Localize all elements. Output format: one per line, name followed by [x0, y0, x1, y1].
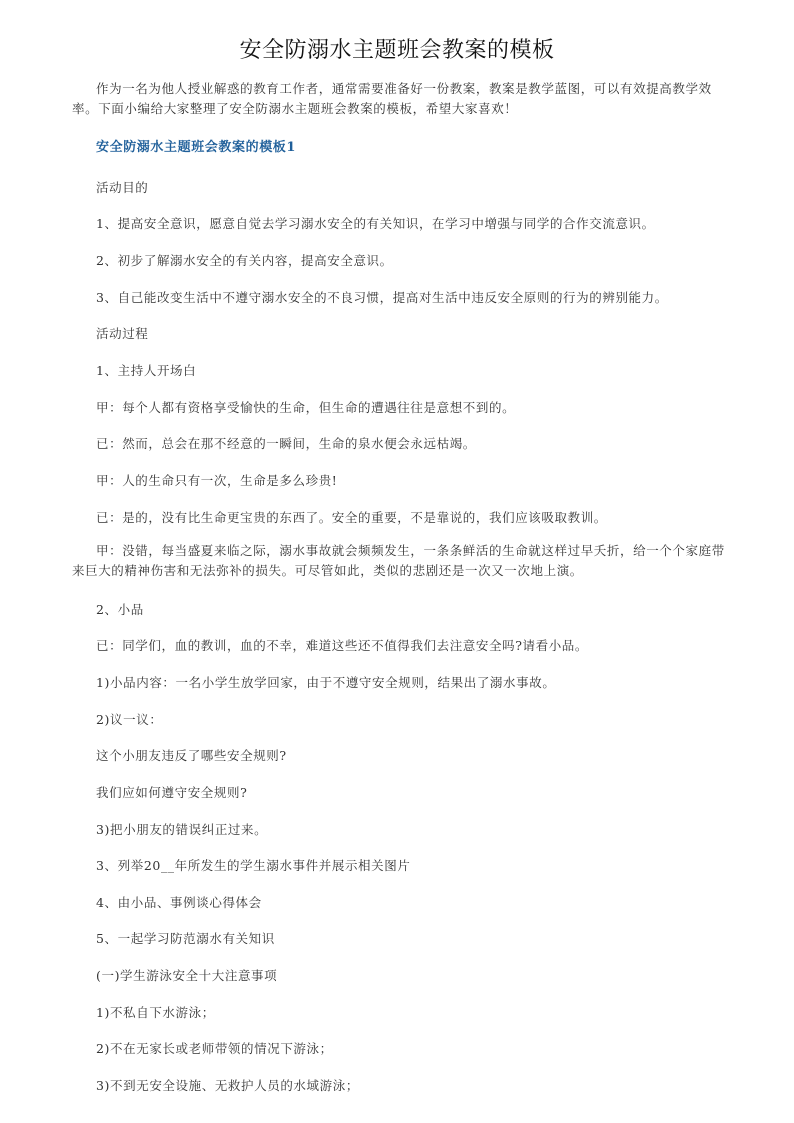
goal-item-2: 2、初步了解溺水安全的有关内容，提高安全意识。 [96, 253, 393, 268]
process-step-3: 3、列举20__年所发生的学生溺水事件并展示相关图片 [96, 858, 411, 873]
dialogue-line: 已：然而，总会在那不经意的一瞬间，生命的泉水便会永远枯竭。 [96, 436, 476, 451]
process-step-1: 1、主持人开场白 [96, 363, 197, 378]
skit-correction: 3)把小朋友的错误纠正过来。 [96, 822, 268, 837]
process-step-4: 4、由小品、事例谈心得体会 [96, 895, 262, 910]
intro-paragraph: 作为一名为他人授业解惑的教育工作者，通常需要准备好一份教案，教案是教学蓝图，可以有效提高教学效率。下面小编给大家整理了安全防溺水主题班会教案的模板，希望大家喜欢！ [72, 81, 712, 116]
rule-item-3: 3)不到无安全设施、无救护人员的水域游泳； [96, 1078, 359, 1093]
document-title: 安全防溺水主题班会教案的模板 [239, 38, 555, 63]
section-heading: 安全防溺水主题班会教案的模板1 [96, 140, 297, 155]
goal-item-1: 1、提高安全意识，愿意自觉去学习溺水安全的有关知识，在学习中增强与同学的合作交流意识。 [96, 216, 655, 231]
dialogue-paragraph: 甲：没错，每当盛夏来临之际，溺水事故就会频频发生，一条条鲜活的生命就这样过早夭折，给一个个家庭带来巨大的精神伤害和无法弥补的损失。可尽管如此，类似的悲剧还是一次又一次地上演。 [72, 543, 725, 578]
skit-content: 1)小品内容：一名小学生放学回家，由于不遵守安全规则，结果出了溺水事故。 [96, 675, 556, 690]
skit-discussion: 2)议一议： [96, 712, 163, 727]
process-step-2: 2、小品 [96, 602, 144, 617]
goal-item-3: 3、自己能改变生活中不遵守溺水安全的不良习惯，提高对生活中违反安全原则的行为的辨别能力。 [96, 290, 668, 305]
dialogue-line: 甲：人的生命只有一次，生命是多么珍贵! [96, 473, 338, 488]
subsection-heading: (一)学生游泳安全十大注意事项 [96, 968, 278, 983]
rule-item-1: 1)不私自下水游泳； [96, 1005, 215, 1020]
dialogue-line: 已：同学们，血的教训，血的不幸，难道这些还不值得我们去注意安全吗?请看小品。 [96, 638, 589, 653]
dialogue-line: 已：是的，没有比生命更宝贵的东西了。安全的重要，不是靠说的，我们应该吸取教训。 [96, 510, 607, 525]
heading-activity-goal: 活动目的 [96, 180, 149, 195]
discussion-question: 这个小朋友违反了哪些安全规则? [96, 748, 287, 763]
discussion-question: 我们应如何遵守安全规则? [96, 785, 248, 800]
heading-activity-process: 活动过程 [96, 326, 149, 341]
rule-item-2: 2)不在无家长或老师带领的情况下游泳； [96, 1041, 333, 1056]
process-step-5: 5、一起学习防范溺水有关知识 [96, 931, 275, 946]
dialogue-line: 甲：每个人都有资格享受愉快的生命，但生命的遭遇往往是意想不到的。 [96, 400, 516, 415]
